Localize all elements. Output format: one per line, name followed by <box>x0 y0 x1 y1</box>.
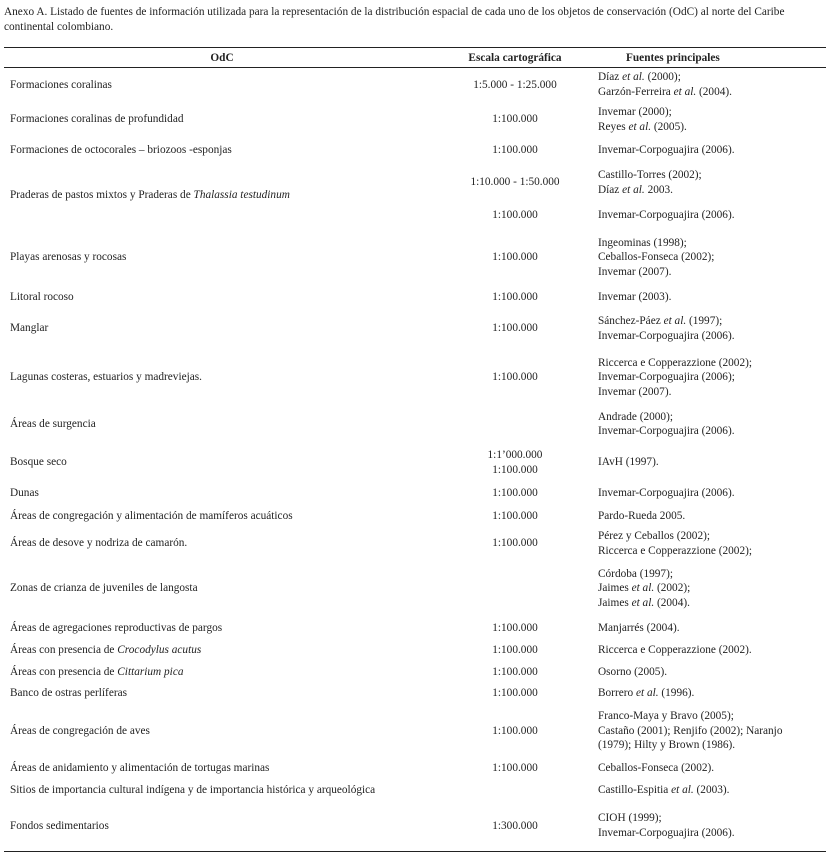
escala-cell <box>440 640 590 662</box>
text-segment: (1979); Hilty y Brown (1986). <box>598 739 736 752</box>
text-segment: 1:100.000 <box>492 371 538 384</box>
text-segment: Osorno (2005). <box>598 665 668 678</box>
text-segment: 1:100.000 <box>492 208 538 221</box>
fuentes-cell <box>590 618 826 640</box>
text-segment: Sánchez-Páez <box>598 315 664 327</box>
text-segment: Pérez y Ceballos (2002); <box>598 530 710 542</box>
text-line <box>598 544 826 559</box>
odc-cell <box>4 662 440 683</box>
text-line <box>440 448 590 463</box>
text-segment: Castillo-Espitia <box>598 783 672 796</box>
text-segment: Invemar-Corpoguajira (2006). <box>598 425 735 437</box>
odc-cell <box>4 288 440 308</box>
italic-text: et al. <box>622 71 645 84</box>
table-row <box>4 406 826 443</box>
escala-cell <box>440 163 590 203</box>
odc-cell <box>4 683 440 705</box>
fuentes-cell <box>590 560 826 618</box>
text-segment: 1:100.000 <box>492 291 538 304</box>
text-segment: Banco de ostras perlíferas <box>10 687 128 700</box>
text-segment: 1:5.000 - 1:25.000 <box>473 78 557 91</box>
text-line <box>10 143 440 158</box>
text-line <box>598 290 826 305</box>
text-segment: Bosque seco <box>10 456 67 469</box>
text-line <box>10 724 440 739</box>
fuentes-cell <box>590 443 826 483</box>
fuentes-cell <box>590 102 826 138</box>
odc-cell <box>4 102 440 138</box>
text-line <box>10 112 440 127</box>
text-segment: Borrero <box>598 687 636 700</box>
odc-cell <box>4 406 440 443</box>
text-segment: Castaño (2001); Renjifo (2002); Naranjo <box>598 724 783 737</box>
text-line <box>440 112 590 127</box>
header-odc: OdC <box>4 48 440 68</box>
text-line <box>598 168 826 183</box>
text-line <box>598 370 826 385</box>
text-segment: Díaz <box>598 71 623 84</box>
fuentes-cell <box>590 528 826 560</box>
fuentes-cell <box>590 758 826 780</box>
text-segment: Invemar-Corpoguajira (2006); <box>598 371 735 384</box>
table-row <box>4 758 826 780</box>
text-segment: (2000); <box>644 71 681 84</box>
text-line <box>440 643 590 658</box>
escala-cell <box>440 138 590 163</box>
text-segment: Ingeominas (1998); <box>598 236 687 249</box>
fuentes-cell <box>590 780 826 801</box>
text-segment: 1:100.000 <box>492 644 538 657</box>
text-line <box>598 410 826 425</box>
text-segment: Andrade (2000); <box>598 410 673 423</box>
odc-cell <box>4 705 440 758</box>
text-line <box>10 370 440 385</box>
italic-text: et al. <box>663 315 687 327</box>
text-line <box>440 761 590 776</box>
text-segment: Áreas con presencia de <box>10 665 118 678</box>
text-line <box>598 455 826 470</box>
italic-text: Thalassia testudinum <box>193 188 290 201</box>
text-line <box>440 509 590 524</box>
escala-cell <box>440 203 590 228</box>
text-line <box>440 819 590 834</box>
fuentes-cell <box>590 350 826 406</box>
text-segment: 1:1’000.000 <box>487 449 543 461</box>
text-segment: Manjarrés (2004). <box>598 622 680 635</box>
text-segment: Ceballos-Fonseca (2002); <box>598 251 715 264</box>
text-line <box>440 686 590 701</box>
table-body <box>4 68 826 852</box>
text-line <box>598 709 826 724</box>
text-line <box>598 686 826 701</box>
text-line <box>598 665 826 680</box>
escala-cell <box>440 483 590 505</box>
text-line <box>598 70 826 85</box>
text-segment: Invemar-Corpoguajira (2006). <box>598 143 735 156</box>
sources-table <box>4 47 826 852</box>
text-line <box>10 581 440 596</box>
italic-text: et al. <box>622 183 645 196</box>
table-row <box>4 505 826 528</box>
fuentes-cell <box>590 705 826 758</box>
text-line <box>598 208 826 223</box>
text-line <box>598 509 826 524</box>
text-segment: (2002); <box>654 582 691 595</box>
text-segment: 1:10.000 - 1:50.000 <box>470 176 560 189</box>
text-segment: Áreas de anidamiento y alimentación de tortugas marinas <box>10 762 270 775</box>
text-line <box>10 455 440 470</box>
text-line <box>598 385 826 400</box>
text-segment: (2003). <box>693 783 730 796</box>
escala-cell <box>440 705 590 758</box>
text-line <box>598 596 826 611</box>
text-line <box>598 581 826 596</box>
text-line <box>598 826 826 841</box>
text-segment: 1:100.000 <box>492 143 538 156</box>
fuentes-cell <box>590 683 826 705</box>
table-row <box>4 528 826 560</box>
text-line <box>10 321 440 336</box>
table-caption: Anexo A. Listado de fuentes de información utilizada para la representación de la distribución espacial de cada uno de los objetos de conservación (OdC) al norte del Caribe continental colombiano. <box>4 6 785 33</box>
text-line <box>10 643 440 658</box>
escala-cell <box>440 758 590 780</box>
table-row <box>4 350 826 406</box>
text-line <box>598 250 826 265</box>
text-segment: Ceballos-Fonseca (2002). <box>598 762 715 775</box>
text-segment: Dunas <box>10 487 39 500</box>
odc-cell <box>4 443 440 483</box>
odc-cell <box>4 560 440 618</box>
text-line <box>440 463 590 478</box>
text-segment: Lagunas costeras, estuarios y madreviejas. <box>10 371 202 384</box>
escala-cell <box>440 560 590 618</box>
text-line <box>440 370 590 385</box>
italic-text: et al. <box>628 120 652 133</box>
text-segment: 1:100.000 <box>492 687 538 700</box>
text-segment: Litoral rocoso <box>10 291 74 304</box>
odc-cell <box>4 228 440 288</box>
text-segment: Invemar (2007). <box>598 385 672 398</box>
text-segment: Riccerca e Copperazzione (2002); <box>598 356 752 369</box>
escala-cell <box>440 102 590 138</box>
text-line <box>598 486 826 501</box>
fuentes-cell <box>590 138 826 163</box>
text-line <box>10 290 440 305</box>
text-segment: (2005). <box>651 120 687 133</box>
text-line <box>440 250 590 265</box>
text-line <box>598 738 826 753</box>
text-segment: Castillo-Torres (2002); <box>598 169 702 181</box>
text-line <box>598 567 826 582</box>
italic-text: et al. <box>671 783 694 796</box>
text-segment: 1:300.000 <box>492 819 538 832</box>
text-segment: Manglar <box>10 322 49 335</box>
table-header-row <box>4 48 826 68</box>
text-line <box>10 819 440 834</box>
table-row <box>4 483 826 505</box>
text-line <box>598 724 826 739</box>
odc-cell <box>4 350 440 406</box>
text-segment: 1:100.000 <box>492 463 538 476</box>
text-line <box>440 78 590 93</box>
text-segment: CIOH (1999); <box>598 812 662 825</box>
text-line <box>598 529 826 544</box>
text-line <box>440 290 590 305</box>
text-line <box>10 665 440 680</box>
table-row <box>4 801 826 852</box>
italic-text: et al. <box>631 596 655 609</box>
table-row <box>4 288 826 308</box>
text-segment: Córdoba (1997); <box>598 567 673 580</box>
text-line <box>598 356 826 371</box>
table-row <box>4 138 826 163</box>
text-line <box>598 105 826 120</box>
text-line <box>598 643 826 658</box>
text-line <box>598 329 826 344</box>
fuentes-cell <box>590 288 826 308</box>
table-row <box>4 308 826 350</box>
escala-cell <box>440 406 590 443</box>
text-segment: (2004). <box>696 85 732 98</box>
text-line <box>10 486 440 501</box>
text-line <box>440 621 590 636</box>
odc-cell <box>4 505 440 528</box>
table-row <box>4 662 826 683</box>
text-segment: Zonas de crianza de juveniles de langosta <box>10 582 198 595</box>
table-row <box>4 443 826 483</box>
fuentes-cell <box>590 228 826 288</box>
text-line <box>598 183 826 198</box>
text-segment: 1:100.000 <box>492 322 538 335</box>
table-row <box>4 780 826 801</box>
text-segment: Invemar-Corpoguajira (2006). <box>598 826 735 839</box>
escala-cell <box>440 308 590 350</box>
text-line <box>598 236 826 251</box>
text-segment: Formaciones de octocorales – briozoos -esponjas <box>10 143 232 156</box>
text-line <box>598 424 826 439</box>
text-line <box>598 811 826 826</box>
text-segment: Invemar-Corpoguajira (2006). <box>598 329 735 342</box>
text-segment: 2003. <box>644 183 673 196</box>
text-segment: 1:100.000 <box>492 537 538 550</box>
odc-cell <box>4 528 440 560</box>
text-segment: 1:100.000 <box>492 762 538 775</box>
text-segment: Riccerca e Copperazzione (2002). <box>598 644 752 657</box>
escala-cell <box>440 618 590 640</box>
text-segment: Formaciones coralinas de profundidad <box>10 113 184 126</box>
text-segment: Invemar-Corpoguajira (2006). <box>598 208 735 221</box>
odc-cell <box>4 758 440 780</box>
escala-cell <box>440 683 590 705</box>
text-segment: 1:100.000 <box>492 251 538 264</box>
odc-cell <box>4 163 440 228</box>
italic-text: et al. <box>673 85 697 98</box>
odc-cell <box>4 618 440 640</box>
text-line <box>10 417 440 432</box>
fuentes-cell <box>590 406 826 443</box>
text-line <box>440 536 590 551</box>
header-fuentes: Fuentes principales <box>590 48 826 68</box>
italic-text: Crocodylus acutus <box>117 644 202 657</box>
odc-cell <box>4 483 440 505</box>
fuentes-cell <box>590 308 826 350</box>
text-line <box>598 783 826 798</box>
table-row <box>4 228 826 288</box>
escala-cell <box>440 505 590 528</box>
text-line <box>440 321 590 336</box>
fuentes-cell <box>590 505 826 528</box>
text-segment: Pardo-Rueda 2005. <box>598 509 686 522</box>
escala-cell <box>440 228 590 288</box>
text-line <box>10 761 440 776</box>
text-segment: Áreas de congregación de aves <box>10 724 150 737</box>
text-segment: Áreas de congregación y alimentación de mamíferos acuáticos <box>10 509 293 522</box>
text-line <box>440 143 590 158</box>
italic-text: et al. <box>635 687 659 700</box>
table-row <box>4 560 826 618</box>
text-segment: Jaimes <box>598 596 632 609</box>
escala-cell <box>440 350 590 406</box>
escala-cell <box>440 662 590 683</box>
text-segment: Áreas de surgencia <box>10 417 96 430</box>
table-row <box>4 640 826 662</box>
italic-text: Cittarium pica <box>117 665 184 678</box>
text-segment: Invemar (2000); <box>598 106 672 118</box>
escala-cell <box>440 780 590 801</box>
fuentes-cell <box>590 163 826 203</box>
text-segment: Garzón-Ferreira <box>598 85 674 98</box>
text-line <box>10 621 440 636</box>
text-line <box>598 85 826 100</box>
text-line <box>598 314 826 329</box>
text-segment: Fondos sedimentarios <box>10 819 109 832</box>
text-segment: Franco-Maya y Bravo (2005); <box>598 710 734 723</box>
text-line <box>10 78 440 93</box>
text-segment: Díaz <box>598 183 623 196</box>
text-segment: Sitios de importancia cultural indígena y de importancia histórica y arqueológica <box>10 783 376 796</box>
fuentes-cell <box>590 662 826 683</box>
odc-cell <box>4 308 440 350</box>
text-line <box>598 143 826 158</box>
text-segment: (2004). <box>654 596 690 609</box>
text-line <box>440 724 590 739</box>
fuentes-cell <box>590 203 826 228</box>
escala-cell <box>440 801 590 852</box>
text-segment: Reyes <box>598 120 629 133</box>
escala-cell <box>440 288 590 308</box>
text-segment: 1:100.000 <box>492 487 538 500</box>
odc-cell <box>4 640 440 662</box>
text-segment: Invemar (2007). <box>598 265 672 278</box>
escala-cell <box>440 68 590 102</box>
text-line <box>10 188 440 203</box>
text-line <box>10 783 440 798</box>
text-segment: Praderas de pastos mixtos y Praderas de <box>10 188 194 201</box>
text-line <box>10 250 440 265</box>
fuentes-cell <box>590 483 826 505</box>
text-segment: Playas arenosas y rocosas <box>10 251 127 264</box>
text-line <box>598 761 826 776</box>
text-segment: Jaimes <box>598 582 632 595</box>
text-line <box>10 686 440 701</box>
odc-cell <box>4 801 440 852</box>
text-segment: 1:100.000 <box>492 665 538 678</box>
text-line <box>440 486 590 501</box>
text-line <box>440 665 590 680</box>
fuentes-cell <box>590 68 826 102</box>
text-line <box>598 621 826 636</box>
text-segment: IAvH (1997). <box>598 456 659 469</box>
text-segment: 1:100.000 <box>492 509 538 522</box>
odc-cell <box>4 68 440 102</box>
text-segment: Áreas con presencia de <box>10 644 118 657</box>
text-line <box>440 208 590 223</box>
text-line <box>10 536 440 551</box>
odc-cell <box>4 138 440 163</box>
text-line <box>440 175 590 190</box>
text-segment: (1997); <box>686 315 723 327</box>
text-segment: (1996). <box>658 687 695 700</box>
text-line <box>598 120 826 135</box>
text-segment: 1:100.000 <box>492 724 538 737</box>
text-segment: Riccerca e Copperazzione (2002); <box>598 544 752 557</box>
text-segment: Invemar-Corpoguajira (2006). <box>598 487 735 500</box>
text-segment: 1:100.000 <box>492 622 538 635</box>
odc-cell <box>4 780 440 801</box>
escala-cell <box>440 443 590 483</box>
text-segment: Áreas de desove y nodriza de camarón. <box>10 537 188 550</box>
text-segment: Invemar (2003). <box>598 291 672 304</box>
table-row <box>4 618 826 640</box>
fuentes-cell <box>590 801 826 852</box>
table-row <box>4 705 826 758</box>
text-segment: Áreas de agregaciones reproductivas de pargos <box>10 622 223 635</box>
fuentes-cell <box>590 640 826 662</box>
text-line <box>10 509 440 524</box>
text-line <box>598 265 826 280</box>
table-row <box>4 68 826 102</box>
italic-text: et al. <box>631 582 655 595</box>
header-escala: Escala cartográfica <box>440 48 590 68</box>
table-row <box>4 683 826 705</box>
table-row <box>4 102 826 138</box>
text-segment: Formaciones coralinas <box>10 78 112 91</box>
text-segment: 1:100.000 <box>492 113 538 126</box>
table-row <box>4 163 826 203</box>
escala-cell <box>440 528 590 560</box>
